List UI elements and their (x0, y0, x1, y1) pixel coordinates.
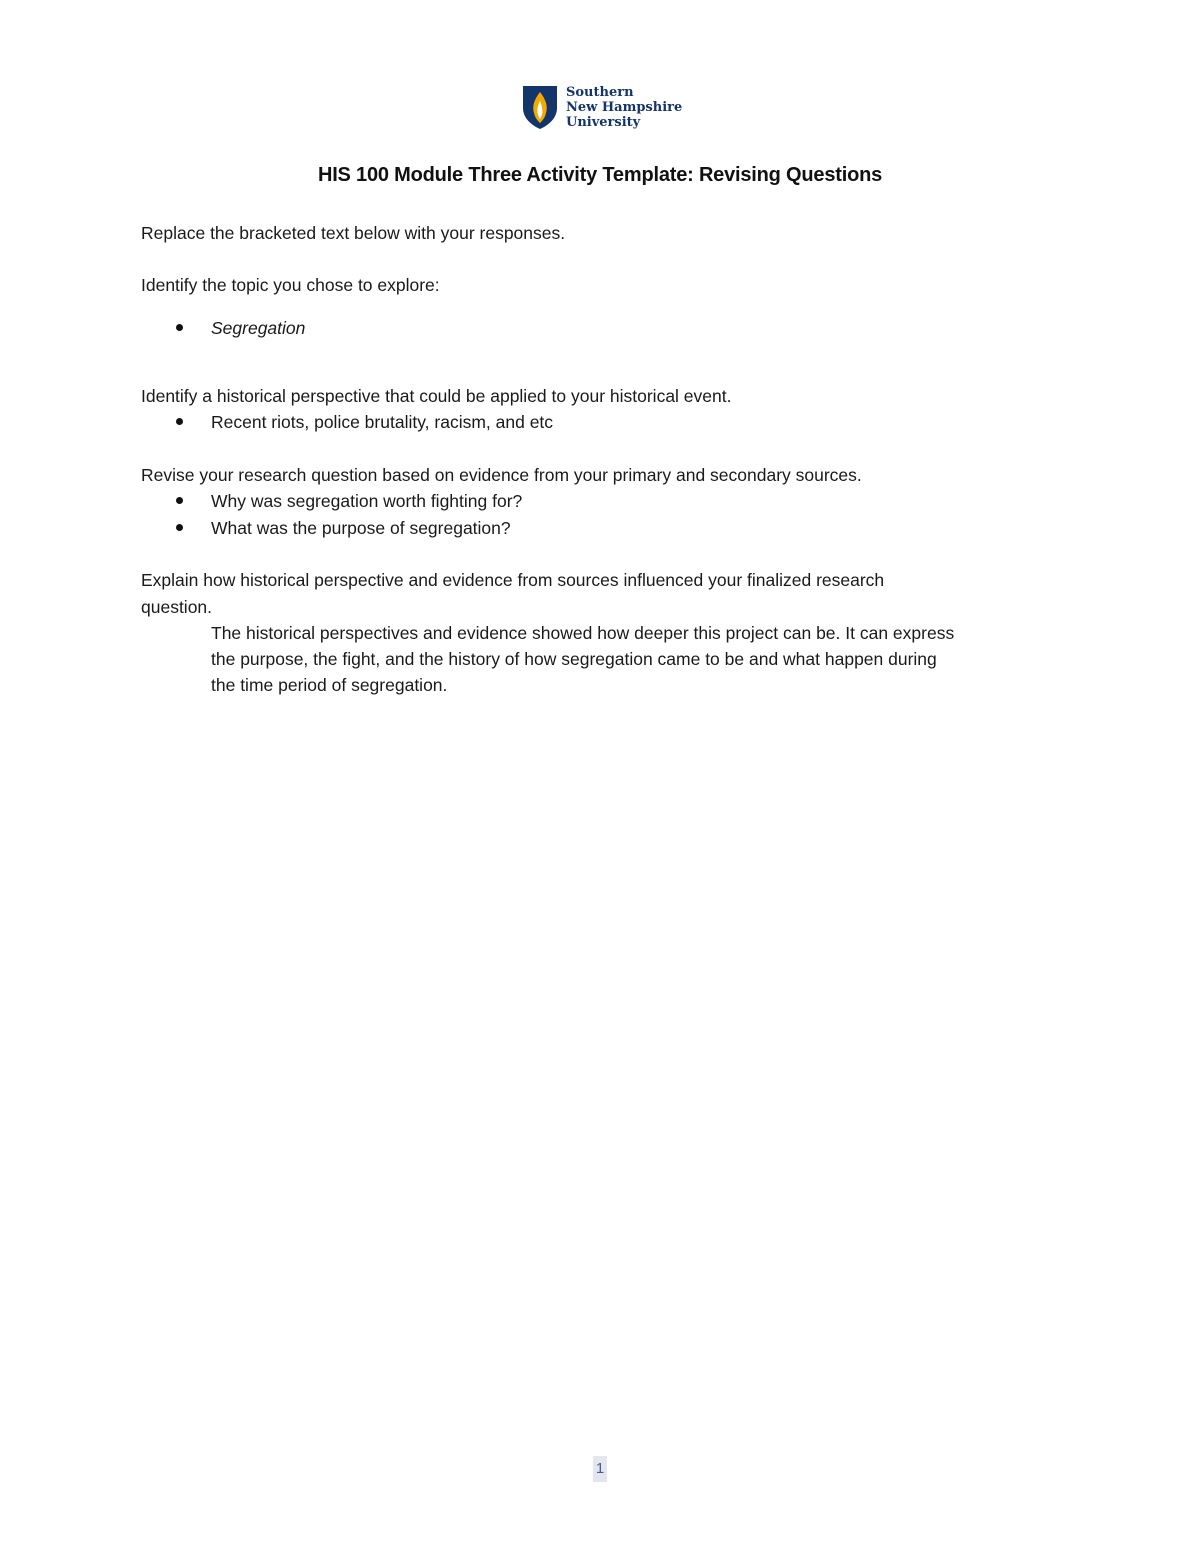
instructions-text: Replace the bracketed text below with your responses. (141, 223, 566, 243)
logo-line-1: Southern (566, 84, 634, 100)
logo-wordmark (566, 85, 682, 130)
perspective-prompt: Identify a historical perspective that could be applied to your historical event. (141, 386, 732, 406)
bullet-icon (176, 324, 183, 331)
revise-question-prompt: Revise your research question based on evidence from your primary and secondary sources. (141, 465, 862, 485)
bullet-icon (176, 524, 183, 531)
explain-response-line-1: The historical perspectives and evidence showed how deeper this project can be. It can express (211, 623, 955, 643)
explain-response-line-2: the purpose, the fight, and the history of how segregation came to be and what happen during (211, 649, 937, 669)
page-number: 1 (593, 1456, 607, 1482)
bullet-icon (176, 418, 183, 425)
explain-response (211, 620, 1061, 698)
topic-answer: Segregation (211, 318, 306, 338)
shield-flame-icon (521, 84, 559, 130)
logo-line-3: University (566, 114, 641, 130)
university-logo (521, 84, 682, 130)
document-title: HIS 100 Module Three Activity Template: Revising Questions (317, 164, 883, 186)
revised-question-2: What was the purpose of segregation? (211, 518, 511, 538)
perspective-answer: Recent riots, police brutality, racism, and etc (211, 412, 554, 432)
explain-prompt-line-1: Explain how historical perspective and evidence from sources influenced your finalized research (141, 570, 885, 590)
explain-prompt-line-2: question. (141, 597, 213, 617)
topic-prompt: Identify the topic you chose to explore: (141, 275, 440, 295)
revised-question-1: Why was segregation worth fighting for? (211, 491, 523, 511)
explain-response-line-3: the time period of segregation. (211, 675, 448, 695)
bullet-icon (176, 497, 183, 504)
logo-line-2: New Hampshire (566, 99, 683, 115)
